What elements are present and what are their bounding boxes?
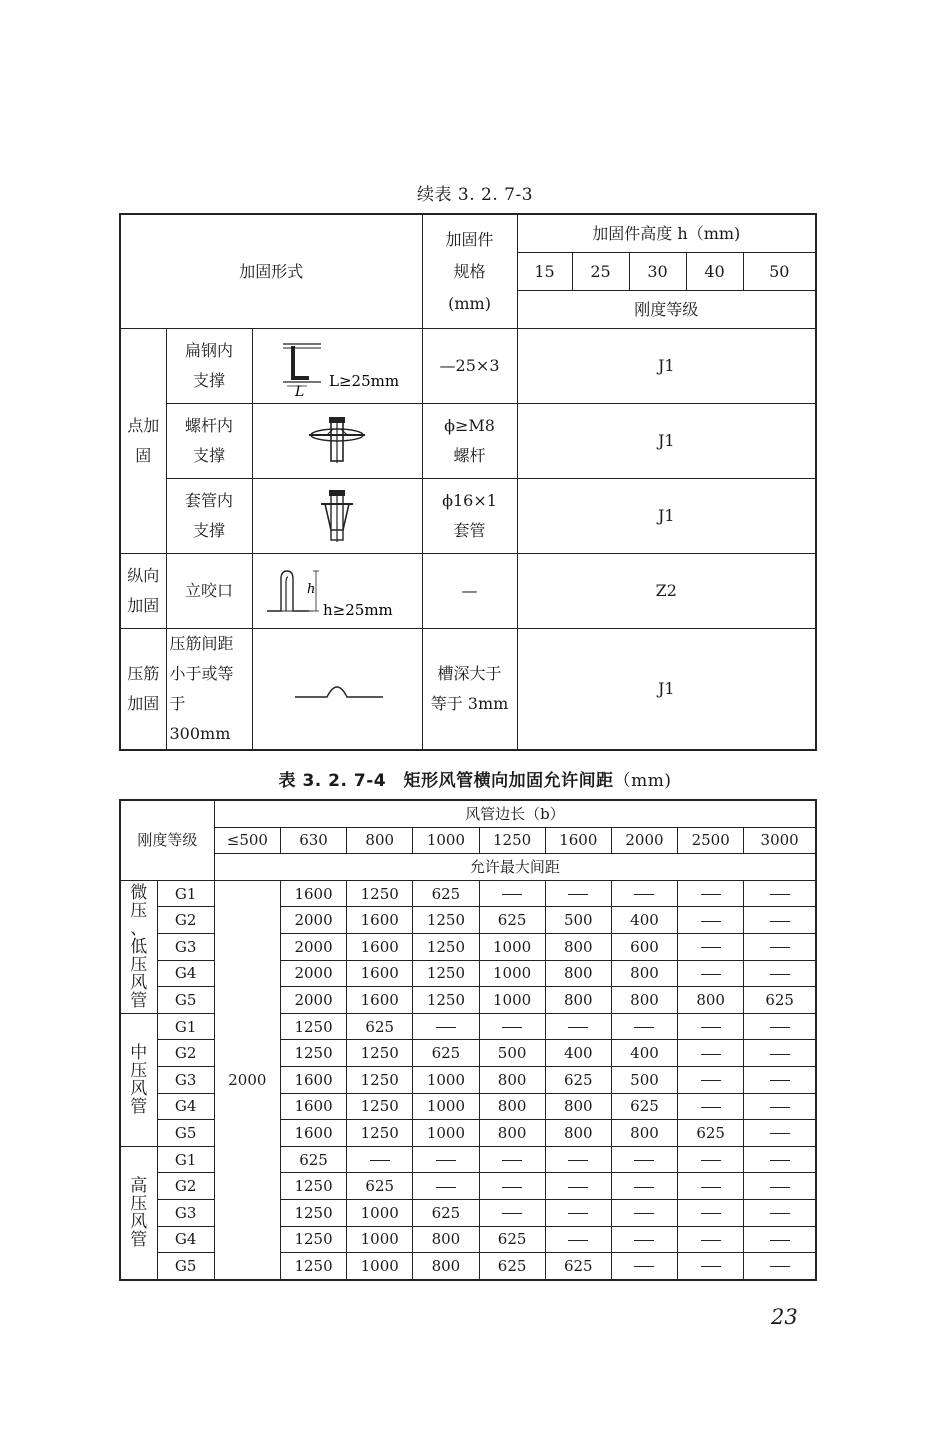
dash-mark: [770, 1187, 790, 1188]
spacing-cell: 1250: [347, 1066, 413, 1093]
row-spec: —: [422, 554, 517, 629]
row-grade: J1: [517, 329, 816, 404]
spacing-cell: 625: [413, 1040, 479, 1067]
sleeve-sketch: [252, 479, 422, 554]
table2-caption: 表 3. 2. 7-4 矩形风管横向加固允许间距（mm): [278, 771, 672, 791]
spacing-cell: [413, 1146, 479, 1173]
spacing-cell: 800: [413, 1253, 479, 1280]
spacing-cell: 1000: [479, 987, 545, 1014]
dash-mark: [634, 1213, 654, 1214]
header-side: 风管边长（b）: [214, 800, 816, 827]
row-grade: Z2: [517, 554, 816, 629]
reinforcement-form-table: [119, 213, 817, 751]
spacing-cell: [744, 933, 816, 960]
height-30: 30: [629, 253, 686, 291]
spacing-cell: [678, 1173, 744, 1200]
row-name: 压筋间距 小于或等 于 300mm: [166, 629, 252, 751]
group-point: 点加 固: [120, 329, 166, 554]
grade-cell: G4: [157, 960, 214, 987]
spacing-cell: [347, 1146, 413, 1173]
spacing-cell: [545, 1226, 611, 1253]
dash-mark: [701, 974, 721, 975]
grade-cell: G3: [157, 1066, 214, 1093]
spacing-cell: 600: [611, 933, 677, 960]
dash-mark: [701, 1266, 721, 1267]
spacing-cell: 1600: [280, 880, 346, 907]
spacing-cell: [678, 880, 744, 907]
spacing-cell: 500: [479, 1040, 545, 1067]
dash-mark: [701, 1213, 721, 1214]
spacing-cell: 1250: [413, 987, 479, 1014]
spacing-cell: 1250: [280, 1199, 346, 1226]
spacing-cell: 625: [545, 1253, 611, 1280]
dash-mark: [568, 1160, 588, 1161]
dash-mark: [701, 921, 721, 922]
pressure-group-label: 微 压 、 低 压 风 管: [120, 880, 157, 1013]
spacing-cell: 800: [545, 1093, 611, 1120]
spacing-cell: 625: [413, 880, 479, 907]
spacing-cell: [611, 880, 677, 907]
spacing-cell: 800: [479, 1093, 545, 1120]
spacing-cell: [678, 1013, 744, 1040]
spacing-cell: 625: [280, 1146, 346, 1173]
row-grade: J1: [517, 629, 816, 751]
spacing-cell: 500: [611, 1066, 677, 1093]
table1-caption: 续表 3. 2. 7-3: [416, 185, 534, 205]
spacing-cell: [744, 1199, 816, 1226]
spacing-cell: [678, 960, 744, 987]
grade-cell: G1: [157, 1013, 214, 1040]
dash-mark: [634, 1266, 654, 1267]
dash-mark: [436, 1187, 456, 1188]
spacing-cell: 1000: [347, 1226, 413, 1253]
spacing-cell: [744, 960, 816, 987]
row-name: 扁钢内 支撑: [166, 329, 252, 404]
grade-cell: G1: [157, 1146, 214, 1173]
spacing-cell: [678, 1226, 744, 1253]
spacing-cell: [744, 1253, 816, 1280]
dash-mark: [701, 1080, 721, 1081]
grade-cell: G5: [157, 987, 214, 1014]
dash-mark: [701, 1160, 721, 1161]
spacing-cell: [545, 1199, 611, 1226]
spacing-cell: 1600: [347, 987, 413, 1014]
row-grade: J1: [517, 479, 816, 554]
size-1250: 1250: [479, 827, 545, 854]
spacing-cell: 400: [611, 1040, 677, 1067]
size-2500: 2500: [678, 827, 744, 854]
dash-mark: [502, 1213, 522, 1214]
header-form: 加固形式: [120, 214, 422, 329]
spacing-cell: [678, 1093, 744, 1120]
spacing-cell: [611, 1146, 677, 1173]
spacing-cell: 800: [545, 1120, 611, 1147]
dash-mark: [634, 1027, 654, 1028]
spacing-cell: 625: [479, 907, 545, 934]
spacing-cell: [678, 1253, 744, 1280]
dash-mark: [502, 1027, 522, 1028]
table-row: [120, 880, 816, 907]
spacing-cell: 2000: [280, 960, 346, 987]
spacing-cell: [545, 1173, 611, 1200]
spacing-cell: [545, 880, 611, 907]
spacing-cell: 1600: [280, 1120, 346, 1147]
header-grade: 刚度等级: [517, 291, 816, 329]
dash-mark: [770, 1133, 790, 1134]
spacing-cell: [611, 1253, 677, 1280]
spacing-cell: [678, 1146, 744, 1173]
dash-mark: [568, 1187, 588, 1188]
spacing-cell: 1000: [413, 1066, 479, 1093]
svg-text:h≥25mm: h≥25mm: [323, 601, 393, 619]
spacing-cell: [744, 880, 816, 907]
spacing-cell: 1000: [347, 1253, 413, 1280]
spacing-cell: [413, 1013, 479, 1040]
spacing-cell: 1600: [280, 1093, 346, 1120]
grade-cell: G2: [157, 1040, 214, 1067]
spacing-cell: [413, 1173, 479, 1200]
dash-mark: [568, 1027, 588, 1028]
spacing-cell: 625: [545, 1066, 611, 1093]
bolt-sketch: [252, 404, 422, 479]
row-name: 立咬口: [166, 554, 252, 629]
spacing-cell: [744, 1040, 816, 1067]
spacing-cell: 625: [479, 1253, 545, 1280]
height-25: 25: [572, 253, 629, 291]
dash-mark: [770, 947, 790, 948]
spacing-cell: 1250: [347, 1040, 413, 1067]
spacing-cell: [611, 1173, 677, 1200]
pressure-group-label: 中 压 风 管: [120, 1013, 157, 1146]
spacing-cell: 1000: [413, 1120, 479, 1147]
rib-sketch: [252, 629, 422, 751]
size-1600: 1600: [545, 827, 611, 854]
spacing-cell: 400: [611, 907, 677, 934]
spacing-cell: 2000: [280, 933, 346, 960]
spacing-cell: [545, 1013, 611, 1040]
dash-mark: [568, 894, 588, 895]
dash-mark: [568, 1240, 588, 1241]
grade-cell: G3: [157, 933, 214, 960]
grade-cell: G4: [157, 1226, 214, 1253]
spacing-cell: 1000: [479, 960, 545, 987]
spacing-cell: 800: [611, 987, 677, 1014]
dash-mark: [770, 1160, 790, 1161]
spacing-cell: [545, 1146, 611, 1173]
spacing-cell: 1000: [479, 933, 545, 960]
spacing-cell: 500: [545, 907, 611, 934]
spacing-cell: 800: [479, 1120, 545, 1147]
spacing-cell: 800: [611, 1120, 677, 1147]
grade-cell: G2: [157, 907, 214, 934]
svg-text:h: h: [307, 582, 316, 597]
spacing-table: [119, 799, 817, 1281]
header-grade: 刚度等级: [120, 800, 214, 880]
spacing-cell: 800: [611, 960, 677, 987]
row-grade: J1: [517, 404, 816, 479]
spacing-cell: 625: [678, 1120, 744, 1147]
dash-mark: [568, 1213, 588, 1214]
spacing-cell: 1000: [347, 1199, 413, 1226]
dash-mark: [436, 1160, 456, 1161]
grade-cell: G5: [157, 1253, 214, 1280]
dash-mark: [770, 1107, 790, 1108]
row-spec: —25×3: [422, 329, 517, 404]
dash-mark: [701, 1187, 721, 1188]
spacing-cell: [678, 1066, 744, 1093]
dash-mark: [370, 1160, 390, 1161]
dash-mark: [634, 1160, 654, 1161]
size-630: 630: [280, 827, 346, 854]
grade-cell: G4: [157, 1093, 214, 1120]
spacing-cell: [479, 880, 545, 907]
spacing-cell: 800: [545, 960, 611, 987]
spacing-cell: 800: [479, 1066, 545, 1093]
height-40: 40: [686, 253, 743, 291]
dash-mark: [770, 974, 790, 975]
row-name: 螺杆内 支撑: [166, 404, 252, 479]
grade-cell: G2: [157, 1173, 214, 1200]
spacing-cell: [678, 933, 744, 960]
size-500: ≤500: [214, 827, 280, 854]
spacing-cell: 800: [545, 987, 611, 1014]
size-800: 800: [347, 827, 413, 854]
spacing-cell: 1600: [347, 933, 413, 960]
spacing-cell: 625: [611, 1093, 677, 1120]
dash-mark: [701, 947, 721, 948]
spacing-cell: 2000: [280, 907, 346, 934]
flat-steel-sketch: [252, 329, 422, 404]
dash-mark: [770, 1027, 790, 1028]
dash-mark: [770, 1240, 790, 1241]
dash-mark: [701, 894, 721, 895]
dash-mark: [502, 894, 522, 895]
spacing-cell: 800: [678, 987, 744, 1014]
spacing-cell: [678, 907, 744, 934]
header-height-title: 加固件高度 h（mm): [517, 214, 816, 253]
size-3000: 3000: [744, 827, 816, 854]
col-500-value: 2000: [214, 880, 280, 1279]
spacing-cell: [611, 1226, 677, 1253]
dash-mark: [701, 1054, 721, 1055]
dash-mark: [770, 1080, 790, 1081]
spacing-cell: 800: [545, 933, 611, 960]
dash-mark: [701, 1107, 721, 1108]
svg-text:L≥25mm: L≥25mm: [329, 372, 400, 390]
spacing-cell: 1600: [347, 907, 413, 934]
spacing-cell: 1250: [280, 1173, 346, 1200]
row-spec: ϕ≥M8 螺杆: [422, 404, 517, 479]
row-spec: ϕ16×1 套管: [422, 479, 517, 554]
dash-mark: [634, 1240, 654, 1241]
dash-mark: [502, 1160, 522, 1161]
page-number: 23: [771, 1305, 798, 1329]
spacing-cell: 1000: [413, 1093, 479, 1120]
spacing-cell: [479, 1199, 545, 1226]
spacing-cell: 625: [347, 1013, 413, 1040]
spacing-cell: [744, 1093, 816, 1120]
spacing-cell: 1250: [347, 880, 413, 907]
spacing-cell: 1250: [347, 1120, 413, 1147]
dash-mark: [770, 921, 790, 922]
spacing-cell: 1250: [280, 1040, 346, 1067]
spacing-cell: [744, 1226, 816, 1253]
svg-text:L: L: [295, 384, 305, 398]
spacing-cell: 1250: [413, 907, 479, 934]
height-50: 50: [743, 253, 816, 291]
dash-mark: [634, 1187, 654, 1188]
header-spec: 加固件 规格 (mm): [422, 214, 517, 329]
spacing-cell: [479, 1146, 545, 1173]
dash-mark: [770, 1213, 790, 1214]
spacing-cell: 1250: [280, 1013, 346, 1040]
row-name: 套管内 支撑: [166, 479, 252, 554]
grade-cell: G5: [157, 1120, 214, 1147]
dash-mark: [436, 1027, 456, 1028]
dash-mark: [701, 1027, 721, 1028]
standing-seam-sketch: [252, 554, 422, 629]
pressure-group-label: 高 压 风 管: [120, 1146, 157, 1279]
spacing-cell: 625: [413, 1199, 479, 1226]
spacing-cell: 1250: [413, 933, 479, 960]
grade-cell: G1: [157, 880, 214, 907]
dash-mark: [770, 894, 790, 895]
spacing-cell: 2000: [280, 987, 346, 1014]
spacing-cell: [744, 1066, 816, 1093]
spacing-cell: [744, 1146, 816, 1173]
dash-mark: [770, 1054, 790, 1055]
spacing-cell: 1250: [413, 960, 479, 987]
dash-mark: [701, 1240, 721, 1241]
group-rib: 压筋 加固: [120, 629, 166, 751]
size-1000: 1000: [413, 827, 479, 854]
size-2000: 2000: [611, 827, 677, 854]
spacing-cell: [479, 1013, 545, 1040]
spacing-cell: [479, 1173, 545, 1200]
dash-mark: [634, 894, 654, 895]
spacing-cell: [678, 1040, 744, 1067]
spacing-cell: [611, 1013, 677, 1040]
spacing-cell: [744, 1013, 816, 1040]
spacing-cell: [744, 907, 816, 934]
spacing-cell: 800: [413, 1226, 479, 1253]
header-max: 允许最大间距: [214, 854, 816, 881]
spacing-cell: [678, 1199, 744, 1226]
spacing-cell: [611, 1199, 677, 1226]
spacing-cell: 1250: [280, 1253, 346, 1280]
spacing-cell: 625: [479, 1226, 545, 1253]
spacing-cell: 1600: [347, 960, 413, 987]
dash-mark: [502, 1187, 522, 1188]
spacing-cell: 1250: [280, 1226, 346, 1253]
height-15: 15: [517, 253, 572, 291]
spacing-cell: 400: [545, 1040, 611, 1067]
spacing-cell: 625: [347, 1173, 413, 1200]
spacing-cell: 625: [744, 987, 816, 1014]
spacing-cell: [744, 1173, 816, 1200]
dash-mark: [770, 1266, 790, 1267]
group-longitudinal: 纵向 加固: [120, 554, 166, 629]
spacing-cell: 1250: [347, 1093, 413, 1120]
grade-cell: G3: [157, 1199, 214, 1226]
row-spec: 槽深大于 等于 3mm: [422, 629, 517, 751]
spacing-cell: 1600: [280, 1066, 346, 1093]
spacing-cell: [744, 1120, 816, 1147]
